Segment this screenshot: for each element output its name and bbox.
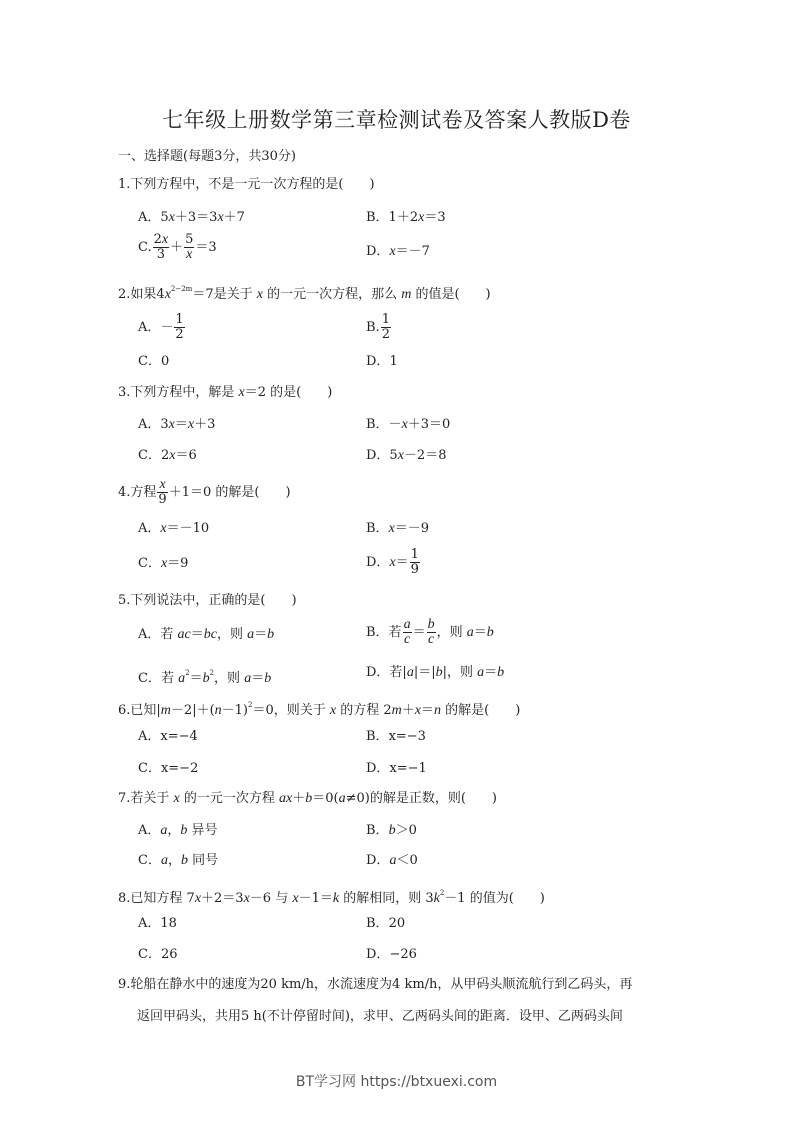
question-2: 2.如果$4x^{2-2m}=7$是关于 x 的一元一次方程，那么 m 的值是( )	[118, 285, 491, 302]
q5-option-a: A．若 ac＝bc，则 a＝b	[138, 627, 275, 642]
q1-option-b: B．1＋2x＝3	[366, 210, 446, 225]
question-8: 8.已知方程 7x＋2＝3x－6 与 x－1＝k 的解相同，则 $3k^2-1$ 的值为( )	[118, 889, 545, 906]
fraction: $\frac{1}{2}$	[175, 312, 184, 342]
q7-option-a: A．a，b 异号	[138, 823, 218, 838]
q3-option-d: D．5x－2＝8	[366, 448, 447, 463]
q1-option-c: C. $\frac{2x}{3}$ ＋ $\frac{5}{x}$ ＝3	[138, 232, 217, 262]
question-number: 9.	[118, 977, 131, 992]
watermark: BT学习网 https://btxuexi.com	[295, 1074, 498, 1090]
q2-option-a: A．－ $\frac{1}{2}$	[138, 312, 184, 342]
q8-option-a: A．18	[138, 916, 177, 931]
q3-option-c: C．2x＝6	[138, 448, 197, 463]
question-stem: 下列说法中，正确的是( )	[130, 593, 297, 608]
question-5	[118, 592, 297, 610]
q1-option-a: A．5x＋3＝3x＋7	[138, 210, 245, 225]
q8-option-d: D．−26	[366, 947, 417, 962]
question-number: 7.	[118, 791, 131, 806]
q4-option-c: C．x＝9	[138, 556, 189, 571]
exponent: 2−2m	[170, 285, 193, 293]
fraction: $\frac{x}{9}$	[158, 477, 167, 507]
question-6: 6.已知$|m-2|+(n-1)^2=0$，则关于 x 的方程 2m＋x＝n 的解是( )	[118, 701, 521, 718]
fraction: $\frac{1}{2}$	[381, 312, 390, 342]
q2-option-b: B. $\frac{1}{2}$	[366, 312, 390, 342]
question-number: 6.	[118, 703, 131, 718]
q4-option-d: D．x＝ $\frac{1}{9}$	[366, 547, 419, 577]
q7-option-d: D．a＜0	[366, 853, 418, 868]
q2-option-c: C．0	[138, 354, 170, 369]
question-stem-line-2: 返回甲码头，共用5 h(不计停留时间)，求甲、乙两码头间的距离．设甲、乙两码头间	[137, 1009, 623, 1024]
question-4: 4.方程 $\frac{x}{9}$ ＋1＝0 的解是( )	[118, 477, 291, 507]
question-stem: 下列方程中，不是一元一次方程的是( )	[130, 177, 375, 192]
question-number: 5.	[118, 593, 131, 608]
q4-option-b: B．x＝－9	[366, 521, 430, 536]
q5-option-d: D．若|a|＝|b|，则 a＝b	[366, 665, 505, 680]
question-3: 3.下列方程中，解是 x＝2 的是( )	[118, 385, 333, 400]
q2-option-d: D．1	[366, 354, 398, 369]
question-9	[118, 976, 678, 1026]
q6-option-c: C．x=−2	[138, 761, 199, 776]
question-number: 1.	[118, 177, 131, 192]
question-number: 2.	[118, 287, 131, 302]
q4-option-a: A．x＝－10	[138, 521, 210, 536]
q5-option-b: B．若 $\frac{a}{c}$ ＝ $\frac{b}{c}$ ，则 a＝b	[366, 617, 494, 647]
question-stem-line-1: 轮船在静水中的速度为20 km/h，水流速度为4 km/h，从甲码头顺流航行到乙码头，再	[130, 977, 633, 992]
q8-option-b: B．20	[366, 916, 406, 931]
fraction: $\frac{1}{9}$	[410, 547, 419, 577]
page-title: 七年级上册数学第三章检测试卷及答案人教版D卷	[162, 108, 631, 132]
q7-option-b: B．b＞0	[366, 823, 417, 838]
q6-option-a: A．x=−4	[138, 729, 198, 744]
q1-option-d: D．x＝－7	[366, 244, 430, 259]
fraction: $\frac{a}{c}$	[403, 617, 411, 647]
question-1	[118, 176, 375, 194]
q8-option-c: C．26	[138, 947, 178, 962]
q6-option-b: B．x=−3	[366, 729, 426, 744]
q3-option-b: B．－x＋3＝0	[366, 417, 451, 432]
fraction: $\frac{2x}{3}$	[153, 232, 169, 262]
fraction: $\frac{5}{x}$	[185, 232, 194, 262]
q3-option-a: A．3x＝x＋3	[138, 417, 216, 432]
q6-option-d: D．x=−1	[366, 761, 427, 776]
question-7: 7.若关于 x 的一元一次方程 ax＋b＝0(a≠0)的解是正数，则( )	[118, 791, 497, 806]
fraction: $\frac{b}{c}$	[427, 617, 435, 647]
q7-option-c: C．a，b 同号	[138, 853, 219, 868]
question-number: 3.	[118, 385, 131, 400]
question-number: 4.	[118, 485, 131, 500]
section-heading: 一、选择题(每题3分，共30分)	[118, 149, 296, 164]
q5-option-c: C．若 $a^2=b^2$，则 a＝b	[138, 669, 272, 686]
question-number: 8.	[118, 891, 131, 906]
